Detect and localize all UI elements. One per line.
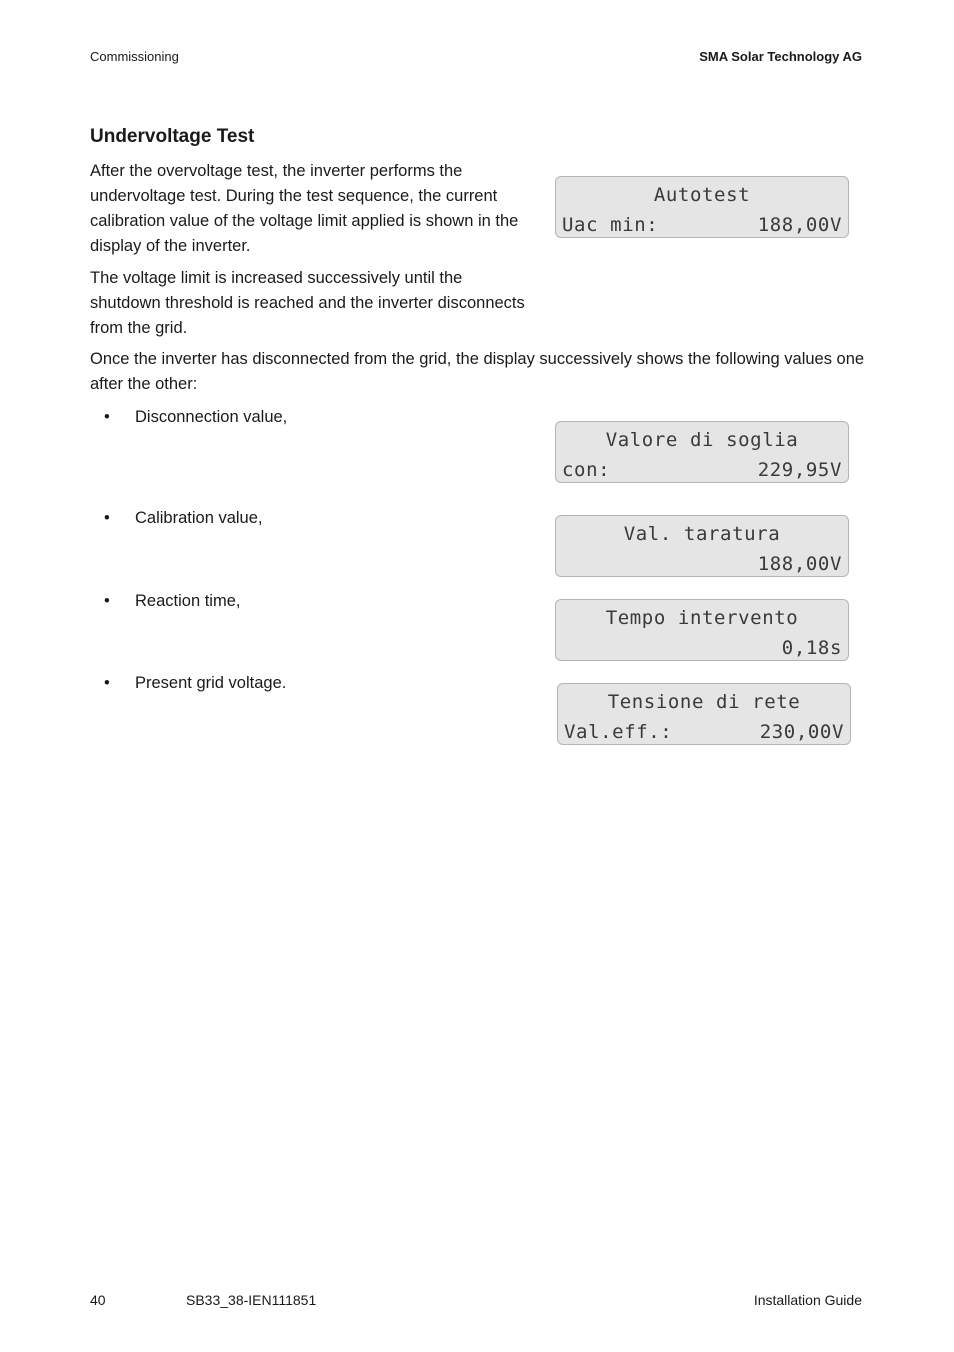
bullet-marker: • [104,509,110,527]
lcd-line2-value: 188,00V [757,553,842,575]
list-item-calibration [104,507,263,529]
list-item-disconnection [104,406,287,428]
bullet-text: Calibration value, [135,509,263,527]
lcd-display-grid-voltage [557,683,851,745]
lcd-display-disconnection-value [555,421,849,483]
document-type: Installation Guide [753,1292,862,1308]
bullet-marker: • [104,592,110,610]
bullet-marker: • [104,408,110,426]
bullet-text: Disconnection value, [135,408,288,426]
lcd-line2 [562,637,842,659]
header-company: SMA Solar Technology AG [699,49,862,64]
lcd-line1: Valore di soglia [605,429,799,451]
lcd-line2 [562,214,842,236]
lcd-line2-label: con: [562,459,611,481]
lcd-line2-value: 188,00V [757,214,842,236]
lcd-line2 [562,459,842,481]
section-title: Undervoltage Test [90,126,255,147]
page-number: 40 [90,1292,106,1308]
list-item-grid-voltage [104,672,286,694]
paragraph-intro: After the overvoltage test, the inverter performs the undervoltage test. During the test sequence, the current calibration value of the voltage limit applied is shown in the display of the inverter. [90,162,519,255]
paragraph-display-sequence: Once the inverter has disconnected from the grid, the display successively shows the following values one after the other: [90,350,865,393]
list-item-reaction-time [104,590,240,612]
lcd-line2 [562,553,842,575]
header-section: Commissioning [90,49,179,64]
lcd-line2-label: Val.eff.: [564,721,673,743]
lcd-line2-value: 230,00V [759,721,844,743]
lcd-display-autotest [555,176,849,238]
lcd-line2-label: Uac min: [562,214,659,236]
bullet-text: Reaction time, [135,592,241,610]
lcd-line1: Val. taratura [623,523,781,545]
lcd-line2 [564,721,844,743]
lcd-line1: Tempo intervento [605,607,799,629]
lcd-line2-value: 229,95V [757,459,842,481]
document-id: SB33_38-IEN111851 [186,1292,317,1308]
lcd-line1: Autotest [653,184,751,206]
bullet-text: Present grid voltage. [135,674,287,692]
lcd-display-calibration-value [555,515,849,577]
paragraph-voltage-limit: The voltage limit is increased successively until the shutdown threshold is reached and the inverter disconnects from the grid. [90,269,525,337]
lcd-display-reaction-time [555,599,849,661]
lcd-line2-value: 0,18s [781,637,842,659]
lcd-line1: Tensione di rete [607,691,801,713]
bullet-marker: • [104,674,110,692]
